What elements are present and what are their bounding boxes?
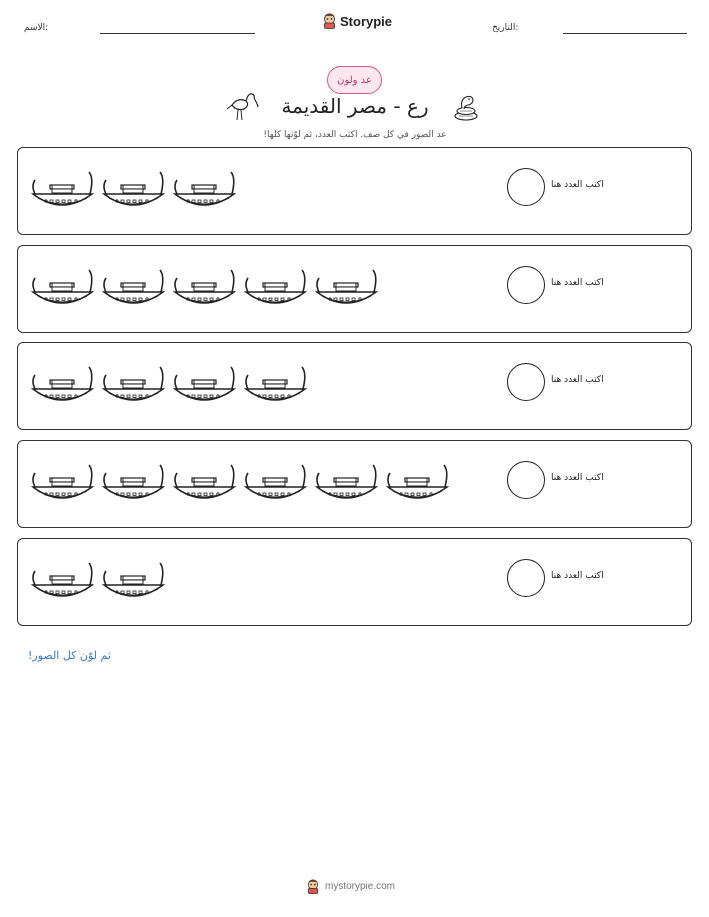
page-title: رع - مصر القديمة xyxy=(281,94,429,118)
date-write-line xyxy=(563,33,687,34)
egyptian-boat-icon xyxy=(101,461,165,507)
cobra-snake-icon xyxy=(452,90,480,122)
egyptian-boat-icon xyxy=(314,266,378,312)
egyptian-boat-icon xyxy=(243,363,307,409)
egyptian-boat-icon xyxy=(101,266,165,312)
answer-circle[interactable] xyxy=(507,266,545,304)
answer-circle[interactable] xyxy=(507,559,545,597)
egyptian-boat-icon xyxy=(101,559,165,605)
activity-badge: عد ولون xyxy=(327,66,382,94)
egyptian-boat-icon xyxy=(30,266,94,312)
answer-label: اكتب العدد هنا xyxy=(551,180,604,190)
egyptian-boat-icon xyxy=(243,461,307,507)
egyptian-boat-icon xyxy=(385,461,449,507)
egyptian-boat-icon xyxy=(101,168,165,214)
egyptian-boat-icon xyxy=(30,559,94,605)
brand-name: Storypie xyxy=(340,13,393,29)
egyptian-boat-icon xyxy=(172,461,236,507)
egyptian-boat-icon xyxy=(243,266,307,312)
answer-circle[interactable] xyxy=(507,461,545,499)
counting-row xyxy=(17,147,692,235)
footer xyxy=(306,879,395,894)
egyptian-boat-icon xyxy=(314,461,378,507)
boat-group xyxy=(30,559,165,605)
boat-group xyxy=(30,363,307,409)
egyptian-boat-icon xyxy=(30,461,94,507)
egyptian-boat-icon xyxy=(30,168,94,214)
egyptian-boat-icon xyxy=(172,363,236,409)
counting-row xyxy=(17,245,692,333)
answer-label: اكتب العدد هنا xyxy=(551,571,604,581)
answer-circle[interactable] xyxy=(507,363,545,401)
ibis-bird-icon xyxy=(224,89,260,123)
date-label: التاريخ: xyxy=(492,23,519,33)
counting-row xyxy=(17,342,692,430)
answer-circle[interactable] xyxy=(507,168,545,206)
answer-label: اكتب العدد هنا xyxy=(551,278,604,288)
counting-row xyxy=(17,440,692,528)
storypie-mascot-icon xyxy=(322,13,337,29)
egyptian-boat-icon xyxy=(172,168,236,214)
boat-group xyxy=(30,461,449,507)
egyptian-boat-icon xyxy=(172,266,236,312)
name-write-line xyxy=(100,33,255,34)
answer-label: اكتب العدد هنا xyxy=(551,473,604,483)
brand-logo xyxy=(322,13,392,29)
footer-site: mystorypie.com xyxy=(325,881,396,892)
egyptian-boat-icon xyxy=(30,363,94,409)
worksheet-header xyxy=(0,0,709,50)
boat-group xyxy=(30,266,378,312)
color-all-note: ثم لوّن كل الصور! xyxy=(28,649,111,662)
counting-row xyxy=(17,538,692,626)
answer-label: اكتب العدد هنا xyxy=(551,375,604,385)
egyptian-boat-icon xyxy=(101,363,165,409)
instructions-text: عد الصور في كل صف. اكتب العدد، ثم لوّنها كلها! xyxy=(263,130,447,140)
boat-group xyxy=(30,168,236,214)
name-label: الاسم: xyxy=(24,23,49,33)
storypie-mascot-icon xyxy=(306,879,320,894)
